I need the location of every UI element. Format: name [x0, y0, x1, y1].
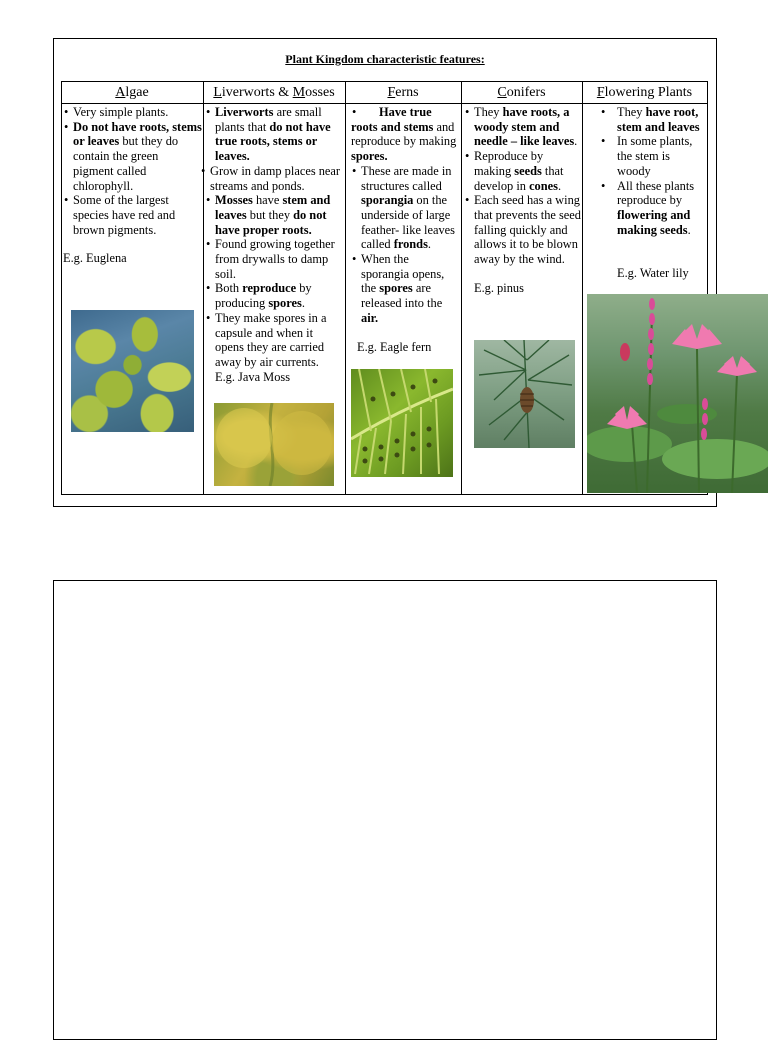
cell-ferns — [351, 105, 459, 354]
list-item: • When the sporangia opens, the spores are released into the air. — [351, 252, 459, 326]
table-bottom-border — [61, 494, 708, 495]
list-item: • Mosses have stem and leaves but they do not have proper roots. — [205, 193, 344, 237]
cell-liverworts-mosses — [205, 105, 344, 384]
algae-photo — [71, 310, 194, 432]
example-text: E.g. pinus — [474, 280, 524, 295]
cell-flowering-plants — [600, 105, 706, 281]
pine-cone-photo — [474, 340, 575, 448]
header-conifers: Conifers — [497, 85, 546, 100]
example-text: E.g. Euglena — [63, 251, 127, 266]
header-flowering-plants: Flowering Plants — [596, 85, 693, 100]
col-border — [61, 81, 62, 495]
water-lily-photo — [587, 294, 768, 493]
example-text: E.g. Water lily — [617, 266, 689, 281]
list-item: • All these plants reproduce by flowering and making seeds. — [600, 179, 706, 238]
list-item: • They have root, stem and leaves — [600, 105, 706, 134]
example-text: E.g. Java Moss — [215, 369, 291, 384]
header-ferns: Ferns — [387, 85, 419, 100]
list-item: • Reproduce by making seeds that develop in cones. — [464, 149, 581, 193]
list-item: • Very simple plants. — [63, 105, 202, 120]
list-item: • Liverworts are small plants that do not have true roots, stems or leaves. — [205, 105, 344, 164]
col-border — [203, 81, 204, 495]
col-border — [582, 81, 583, 495]
col-border — [345, 81, 346, 495]
list-item: • These are made in structures called sporangia on the underside of large feather- like leaves called fronds. — [351, 164, 459, 252]
list-item: • Have true roots and stems and reproduce by making spores. — [351, 105, 459, 164]
java-moss-photo — [214, 403, 334, 486]
list-item: • In some plants, the stem is woody — [600, 134, 706, 178]
header-divider — [61, 103, 708, 104]
cell-conifers — [464, 105, 581, 295]
example-text: E.g. Eagle fern — [357, 339, 432, 354]
list-item: • Each seed has a wing that prevents the seed falling quickly and allows it to be blown away by the wind. — [464, 193, 581, 267]
list-item: • Some of the largest species have red and brown pigments. — [63, 193, 202, 237]
blank-answer-box — [53, 580, 717, 1040]
eagle-fern-photo — [351, 369, 453, 477]
col-border — [461, 81, 462, 495]
list-item: • Grow in damp places near streams and ponds. — [200, 164, 344, 193]
list-item: • They make spores in a capsule and when it opens they are carried away by air currents. — [205, 311, 344, 370]
list-item: • Both reproduce by producing spores. — [205, 281, 344, 310]
header-liverworts-mosses: Liverworts & Mosses — [213, 85, 335, 100]
list-item: • Do not have roots, stems or leaves but they do contain the green pigment called chlorophyll. — [63, 120, 202, 194]
list-item: • Found growing together from drywalls to damp soil. — [205, 237, 344, 281]
page-title: Plant Kingdom characteristic features: — [285, 52, 485, 66]
cell-algae — [63, 105, 202, 266]
list-item: • They have roots, a woody stem and needle – like leaves. — [464, 105, 581, 149]
header-algae: Algae — [115, 85, 149, 100]
